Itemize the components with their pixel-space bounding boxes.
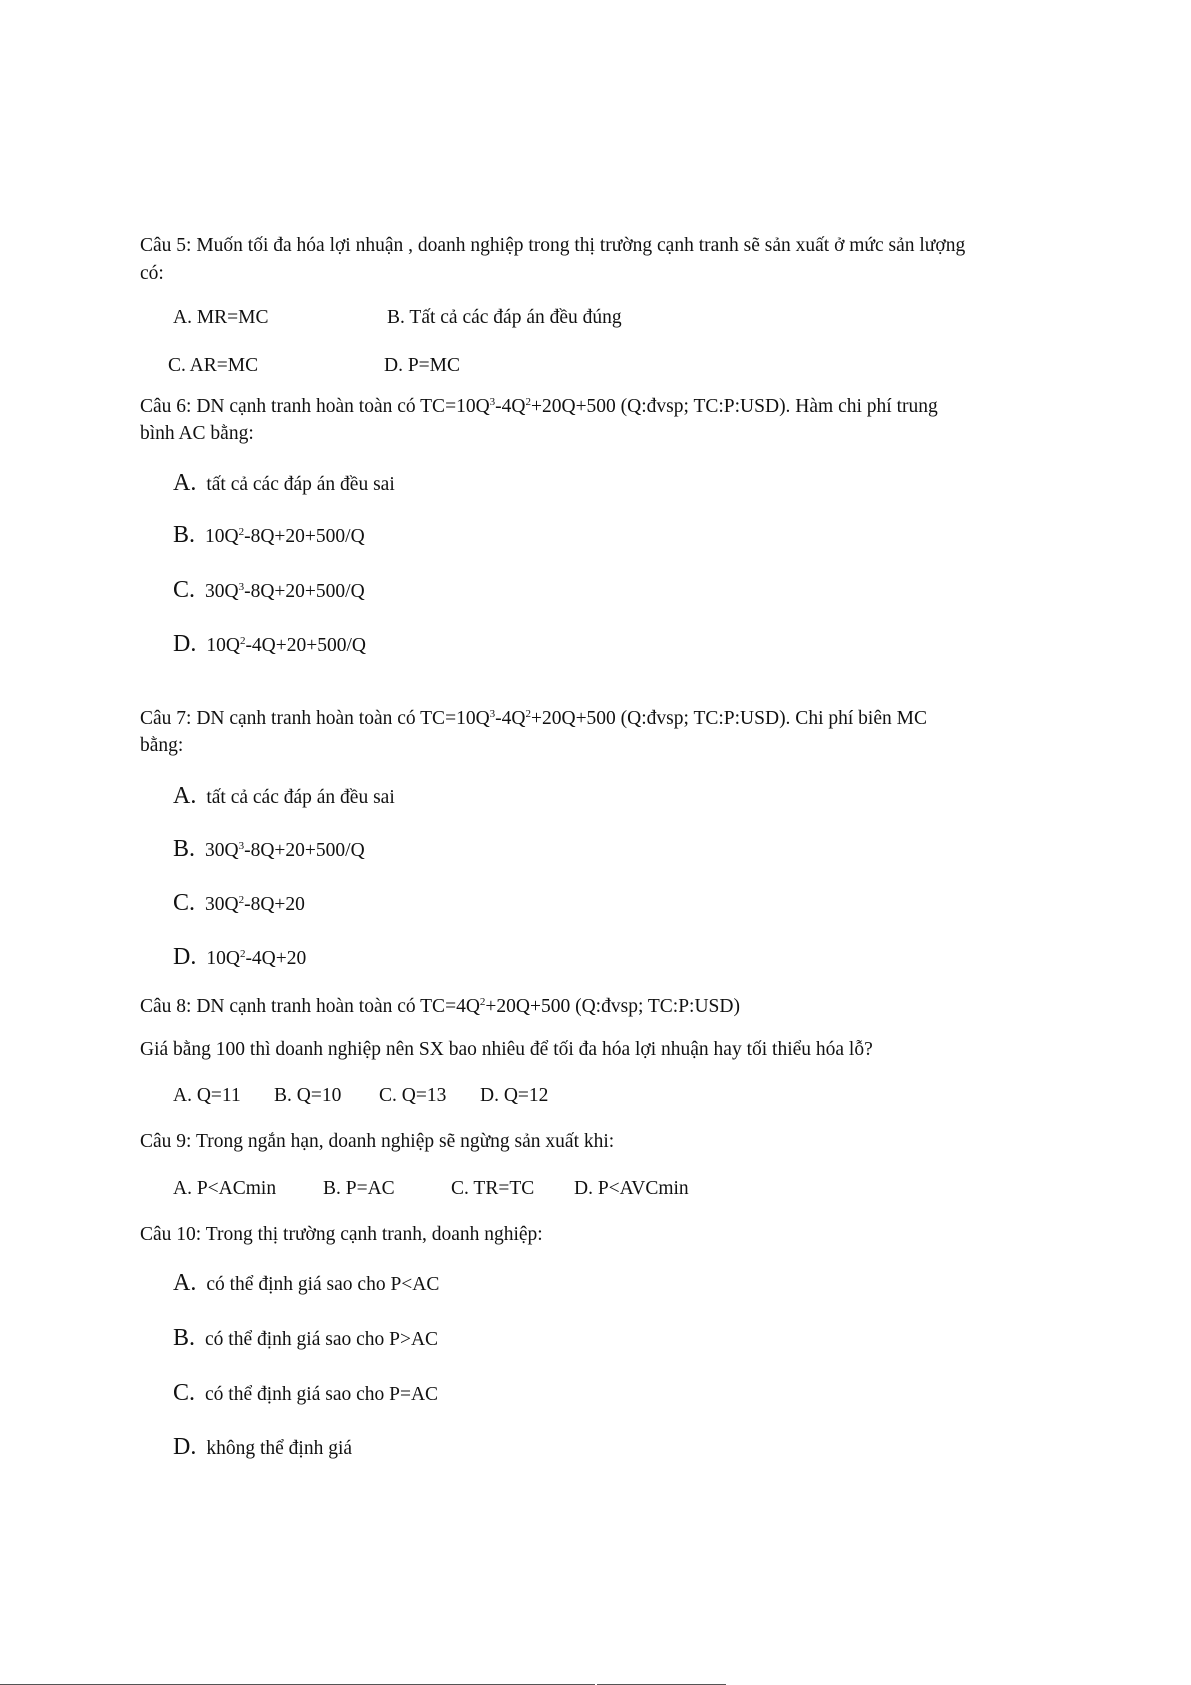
q8-option-b: B. Q=10 xyxy=(274,1085,342,1106)
q10-option-c: C. có thể định giá sao cho P=AC xyxy=(173,1380,439,1406)
q9-text-line1: Câu 9: Trong ngắn hạn, doanh nghiệp sẽ ngừng sản xuất khi: xyxy=(140,1131,615,1152)
q8-option-d: D. Q=12 xyxy=(480,1085,549,1106)
q10-option-a: A. có thể định giá sao cho P<AC xyxy=(173,1270,440,1296)
q9-option-c: C. TR=TC xyxy=(451,1178,535,1199)
q5-text-line1: Câu 5: Muốn tối đa hóa lợi nhuận , doanh nghiệp trong thị trường cạnh tranh sẽ sản xuất ở mức sản lượng xyxy=(140,235,966,256)
q5-text-line2: có: xyxy=(140,263,164,284)
q5-option-d: D. P=MC xyxy=(384,355,461,376)
q6-text-line2: bình AC bằng: xyxy=(140,423,254,444)
q6-option-a: A. tất cả các đáp án đều sai xyxy=(173,470,395,496)
q6-text-line1: Câu 6: DN cạnh tranh hoàn toàn có $TC=10Q^3-4Q^2+20Q+500$ (Q:đvsp; TC:P:USD). Hàm chi phí trung xyxy=(140,396,938,417)
q8-text-line2: Giá bằng 100 thì doanh nghiệp nên SX bao nhiêu để tối đa hóa lợi nhuận hay tối thiểu hóa lỗ? xyxy=(140,1039,873,1060)
q6-option-d: D. $10Q^2-4Q+20+500/Q$ xyxy=(173,631,367,657)
q10-option-b: B. có thể định giá sao cho P>AC xyxy=(173,1325,439,1351)
q8-option-c: C. Q=13 xyxy=(379,1085,447,1106)
q7-option-d: D. $10Q^2-4Q+20$ xyxy=(173,944,307,970)
q10-option-d: D. không thể định giá xyxy=(173,1434,353,1460)
q7-text-line1: Câu 7: DN cạnh tranh hoàn toàn có $TC=10Q^3-4Q^2+20Q+500$ (Q:đvsp; TC:P:USD). Chi phí biên MC xyxy=(140,708,927,729)
q5-option-b: B. Tất cả các đáp án đều đúng xyxy=(387,307,622,328)
q7-option-c: C. $30Q^2-8Q+20$ xyxy=(173,890,305,916)
q8-text-line1: Câu 8: DN cạnh tranh hoàn toàn có $TC=4Q^2+20Q+500$ (Q:đvsp; TC:P:USD) xyxy=(140,996,740,1017)
q5-option-a: A. MR=MC xyxy=(173,307,269,328)
q7-option-b: B. $30Q^3-8Q+20+500/Q$ xyxy=(173,836,365,862)
q9-option-d: D. P<AVCmin xyxy=(574,1178,689,1199)
q6-option-c: C. $30Q^3-8Q+20+500/Q$ xyxy=(173,577,365,603)
q7-text-line2: bằng: xyxy=(140,735,184,756)
q6-option-b: B. $10Q^2-8Q+20+500/Q$ xyxy=(173,522,365,548)
q10-text-line1: Câu 10: Trong thị trường cạnh tranh, doanh nghiệp: xyxy=(140,1224,543,1245)
q7-option-a: A. tất cả các đáp án đều sai xyxy=(173,783,395,809)
q9-option-b: B. P=AC xyxy=(323,1178,395,1199)
q8-option-a: A. Q=11 xyxy=(173,1085,241,1106)
q5-option-c: C. AR=MC xyxy=(168,355,259,376)
q9-option-a: A. P<ACmin xyxy=(173,1178,277,1199)
